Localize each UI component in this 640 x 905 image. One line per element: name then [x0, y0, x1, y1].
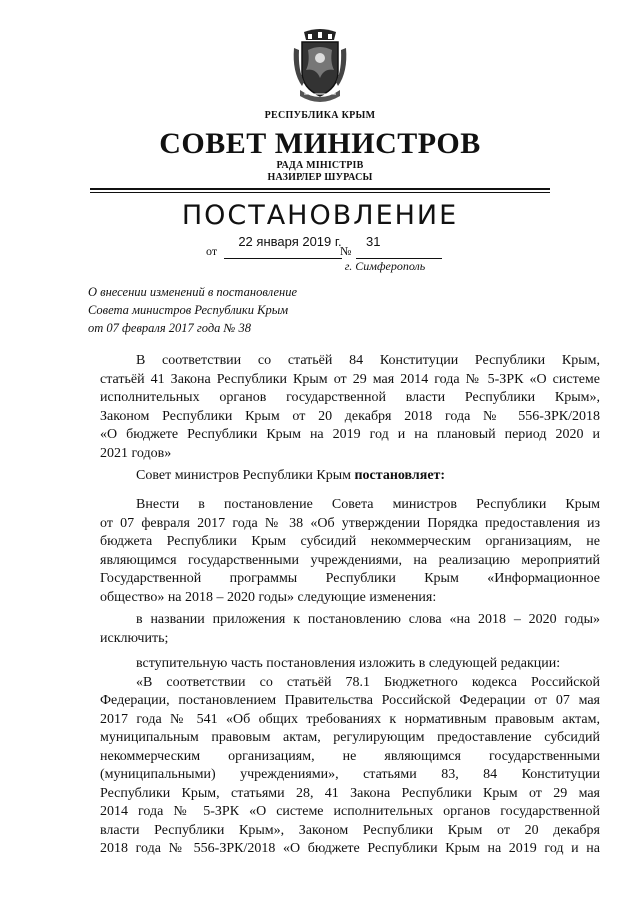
city-label: г. Симферополь [344, 259, 426, 273]
paragraph-line: в названии приложения к постановлению слова «на 2018 – 2020 годы» [136, 612, 600, 627]
paragraph-line: общество» на 2018 – 2020 годы» следующие изменения: [100, 589, 437, 605]
subject-line: Совета министров Республики Крым [88, 303, 289, 317]
paragraph-line: Республики Крым, статьями 28, 41 Закона Республики Крым от 29 мая [100, 785, 600, 801]
paragraph-line: Внести в постановление Совета министров Республики Крым [136, 497, 600, 512]
paragraph-line: статьёй 41 Закона Республики Крым от 29 мая 2014 года № 5-ЗРК «О системе [100, 371, 600, 387]
resolution-subject: Совет министров Республики Крым [136, 468, 355, 483]
paragraph-line: Законом Республики Крым от 20 декабря 2018 года № 556-ЗРК/2018 [100, 408, 600, 424]
paragraph-line: В соответствии со статьёй 84 Конституции Республики Крым, [136, 353, 600, 368]
decree-date: 22 января 2019 г. [238, 234, 342, 249]
paragraph-line: некоммерческим организациям, не являющимся государственными [100, 748, 600, 764]
paragraph-line [100, 467, 600, 486]
amendment-paragraph [100, 496, 600, 607]
subject-line: от 07 февраля 2017 года № 38 [88, 321, 251, 335]
paragraph-line: 2017 года № 541 «Об общих требованиях к нормативным правовым актам, [100, 711, 600, 727]
paragraph-line: власти Республики Крым», Законом Республики Крым от 20 декабря [100, 822, 600, 838]
decree-subject [88, 283, 408, 337]
paragraph-line: 2014 года № 5-ЗРК «О системе исполнительных органов государственной [100, 804, 600, 819]
republic-label: РЕСПУБЛИКА КРЫМ [264, 110, 376, 121]
decree-number: 31 [366, 234, 381, 249]
preamble-change-paragraph [100, 655, 600, 859]
paragraph-line: вступительную часть постановления изложить в следующей редакции: [136, 656, 561, 671]
title-change-paragraph [100, 611, 600, 648]
paragraph-line: Федерации, постановлением Правительства Российской Федерации от 07 мая [100, 693, 600, 708]
crimea-coat-of-arms-icon [290, 28, 350, 106]
paragraph-line: (муниципальными) учреждениями», статьями 83, 84 Конституции [100, 767, 600, 782]
paragraph-line: Государственной программы Республики Крым «Информационное [100, 571, 600, 586]
paragraph-line: являющимся государственными учреждениями, на реализацию мероприятий [100, 552, 600, 568]
council-title-crimean-tatar: НАЗИРЛЕР ШУРАСЫ [267, 172, 373, 183]
paragraph-line: «В соответствии со статьёй 78.1 Бюджетного кодекса Российской [136, 674, 600, 690]
paragraph-line: 2018 года № 556-ЗРК/2018 «О бюджете Республики Крым на 2019 год и на [100, 841, 600, 856]
council-title: СОВЕТ МИНИСТРОВ [159, 127, 481, 160]
paragraph-line: исполнительных органов государственной власти Республики Крым», [100, 390, 600, 405]
paragraph-line: «О бюджете Республики Крым на 2019 год и на плановый период 2020 и [100, 427, 600, 442]
paragraph-line: бюджета Республики Крым субсидий некоммерческим организациям, не [100, 534, 600, 549]
subject-line: О внесении изменений в постановление [88, 285, 298, 299]
resolution-verb: постановляет: [354, 468, 446, 483]
preamble-paragraph [100, 352, 600, 463]
paragraph-line: муниципальным правовым актам, регулирующим предоставление субсидий [100, 730, 600, 745]
number-label: № [340, 244, 352, 258]
paragraph-line: 2021 годов» [100, 445, 172, 461]
resolution-paragraph [100, 467, 600, 486]
decree-title: ПОСТАНОВЛЕНИЕ [181, 200, 459, 231]
header-divider-thin [90, 192, 550, 193]
header-divider-thick [90, 188, 550, 190]
paragraph-line: от 07 февраля 2017 года № 38 «Об утверждении Порядка предоставления из [100, 515, 600, 531]
paragraph-line: исключить; [100, 630, 169, 646]
council-title-ukrainian: РАДА МІНІСТРІВ [276, 160, 364, 171]
from-label: от [206, 244, 218, 258]
date-number-line [206, 234, 446, 260]
